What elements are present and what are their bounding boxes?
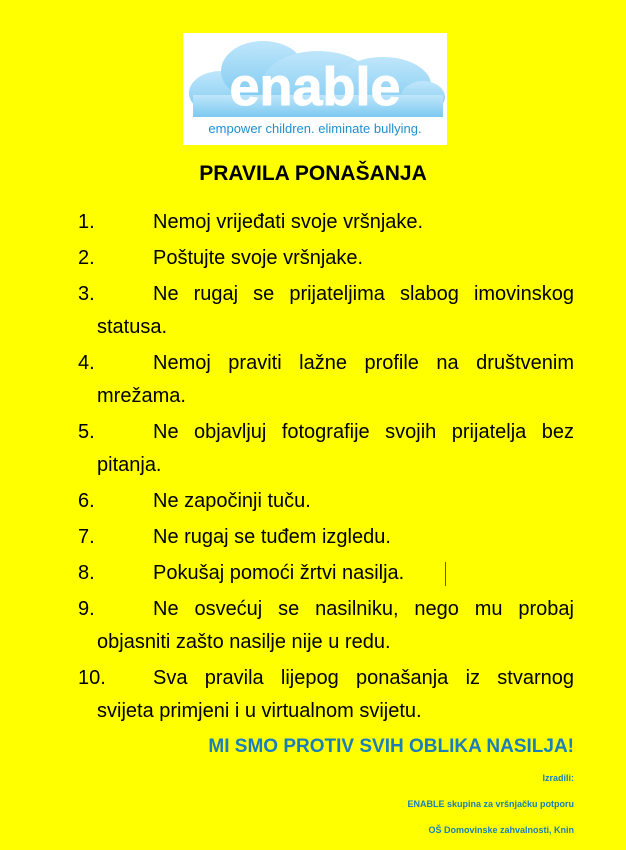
text-cursor bbox=[445, 562, 446, 586]
rule-item bbox=[78, 206, 574, 239]
rule-number: 1. bbox=[78, 211, 95, 233]
rule-item bbox=[78, 557, 574, 590]
page-title: PRAVILA PONAŠANJA bbox=[199, 162, 427, 185]
rule-text: Ne objavljuj fotografije svojih prijatelja bez pitanja. bbox=[97, 421, 574, 476]
rule-text: Sva pravila lijepog ponašanja iz stvarnog svijeta primjeni i u virtualnom svijetu. bbox=[97, 667, 574, 722]
slogan: MI SMO PROTIV SVIH OBLIKA NASILJA! bbox=[208, 736, 574, 757]
rule-number: 10. bbox=[78, 667, 106, 689]
credits-school: OŠ Domovinske zahvalnosti, Knin bbox=[428, 825, 574, 835]
rule-text: Pokušaj pomoći žrtvi nasilja. bbox=[153, 562, 405, 584]
rule-item bbox=[78, 485, 574, 518]
rule-item bbox=[78, 347, 574, 413]
credits-heading: Izradili: bbox=[542, 773, 574, 783]
rule-item bbox=[78, 662, 574, 728]
logo-tagline: empower children. eliminate bullying. bbox=[208, 121, 422, 136]
rule-number: 3. bbox=[78, 283, 95, 305]
rule-text: Poštujte svoje vršnjake. bbox=[153, 247, 364, 269]
rule-text: Ne započinji tuču. bbox=[153, 490, 311, 512]
logo-wordmark: enable bbox=[229, 57, 401, 117]
rule-text: Nemoj vrijeđati svoje vršnjake. bbox=[153, 211, 424, 233]
credits bbox=[407, 772, 574, 850]
rule-number: 8. bbox=[78, 562, 95, 584]
rule-item bbox=[78, 242, 574, 275]
rule-number: 6. bbox=[78, 490, 95, 512]
rule-number: 5. bbox=[78, 421, 95, 443]
rule-text: Nemoj praviti lažne profile na društvenim mrežama. bbox=[97, 352, 574, 407]
rule-item bbox=[78, 593, 574, 659]
rule-text: Ne rugaj se prijateljima slabog imovinskog statusa. bbox=[97, 283, 574, 338]
rule-item bbox=[78, 278, 574, 344]
credits-group: ENABLE skupina za vršnjačku potporu bbox=[407, 799, 574, 809]
rule-number: 9. bbox=[78, 598, 95, 620]
rules-list bbox=[78, 206, 574, 731]
rule-number: 2. bbox=[78, 247, 95, 269]
rule-item bbox=[78, 416, 574, 482]
rule-text: Ne osvećuj se nasilniku, nego mu probaj objasniti zašto nasilje nije u redu. bbox=[97, 598, 574, 653]
rule-number: 7. bbox=[78, 526, 95, 548]
enable-logo bbox=[183, 33, 447, 145]
rule-text: Ne rugaj se tuđem izgledu. bbox=[153, 526, 391, 548]
cloud-icon bbox=[183, 33, 447, 123]
rule-item bbox=[78, 521, 574, 554]
rule-number: 4. bbox=[78, 352, 95, 374]
